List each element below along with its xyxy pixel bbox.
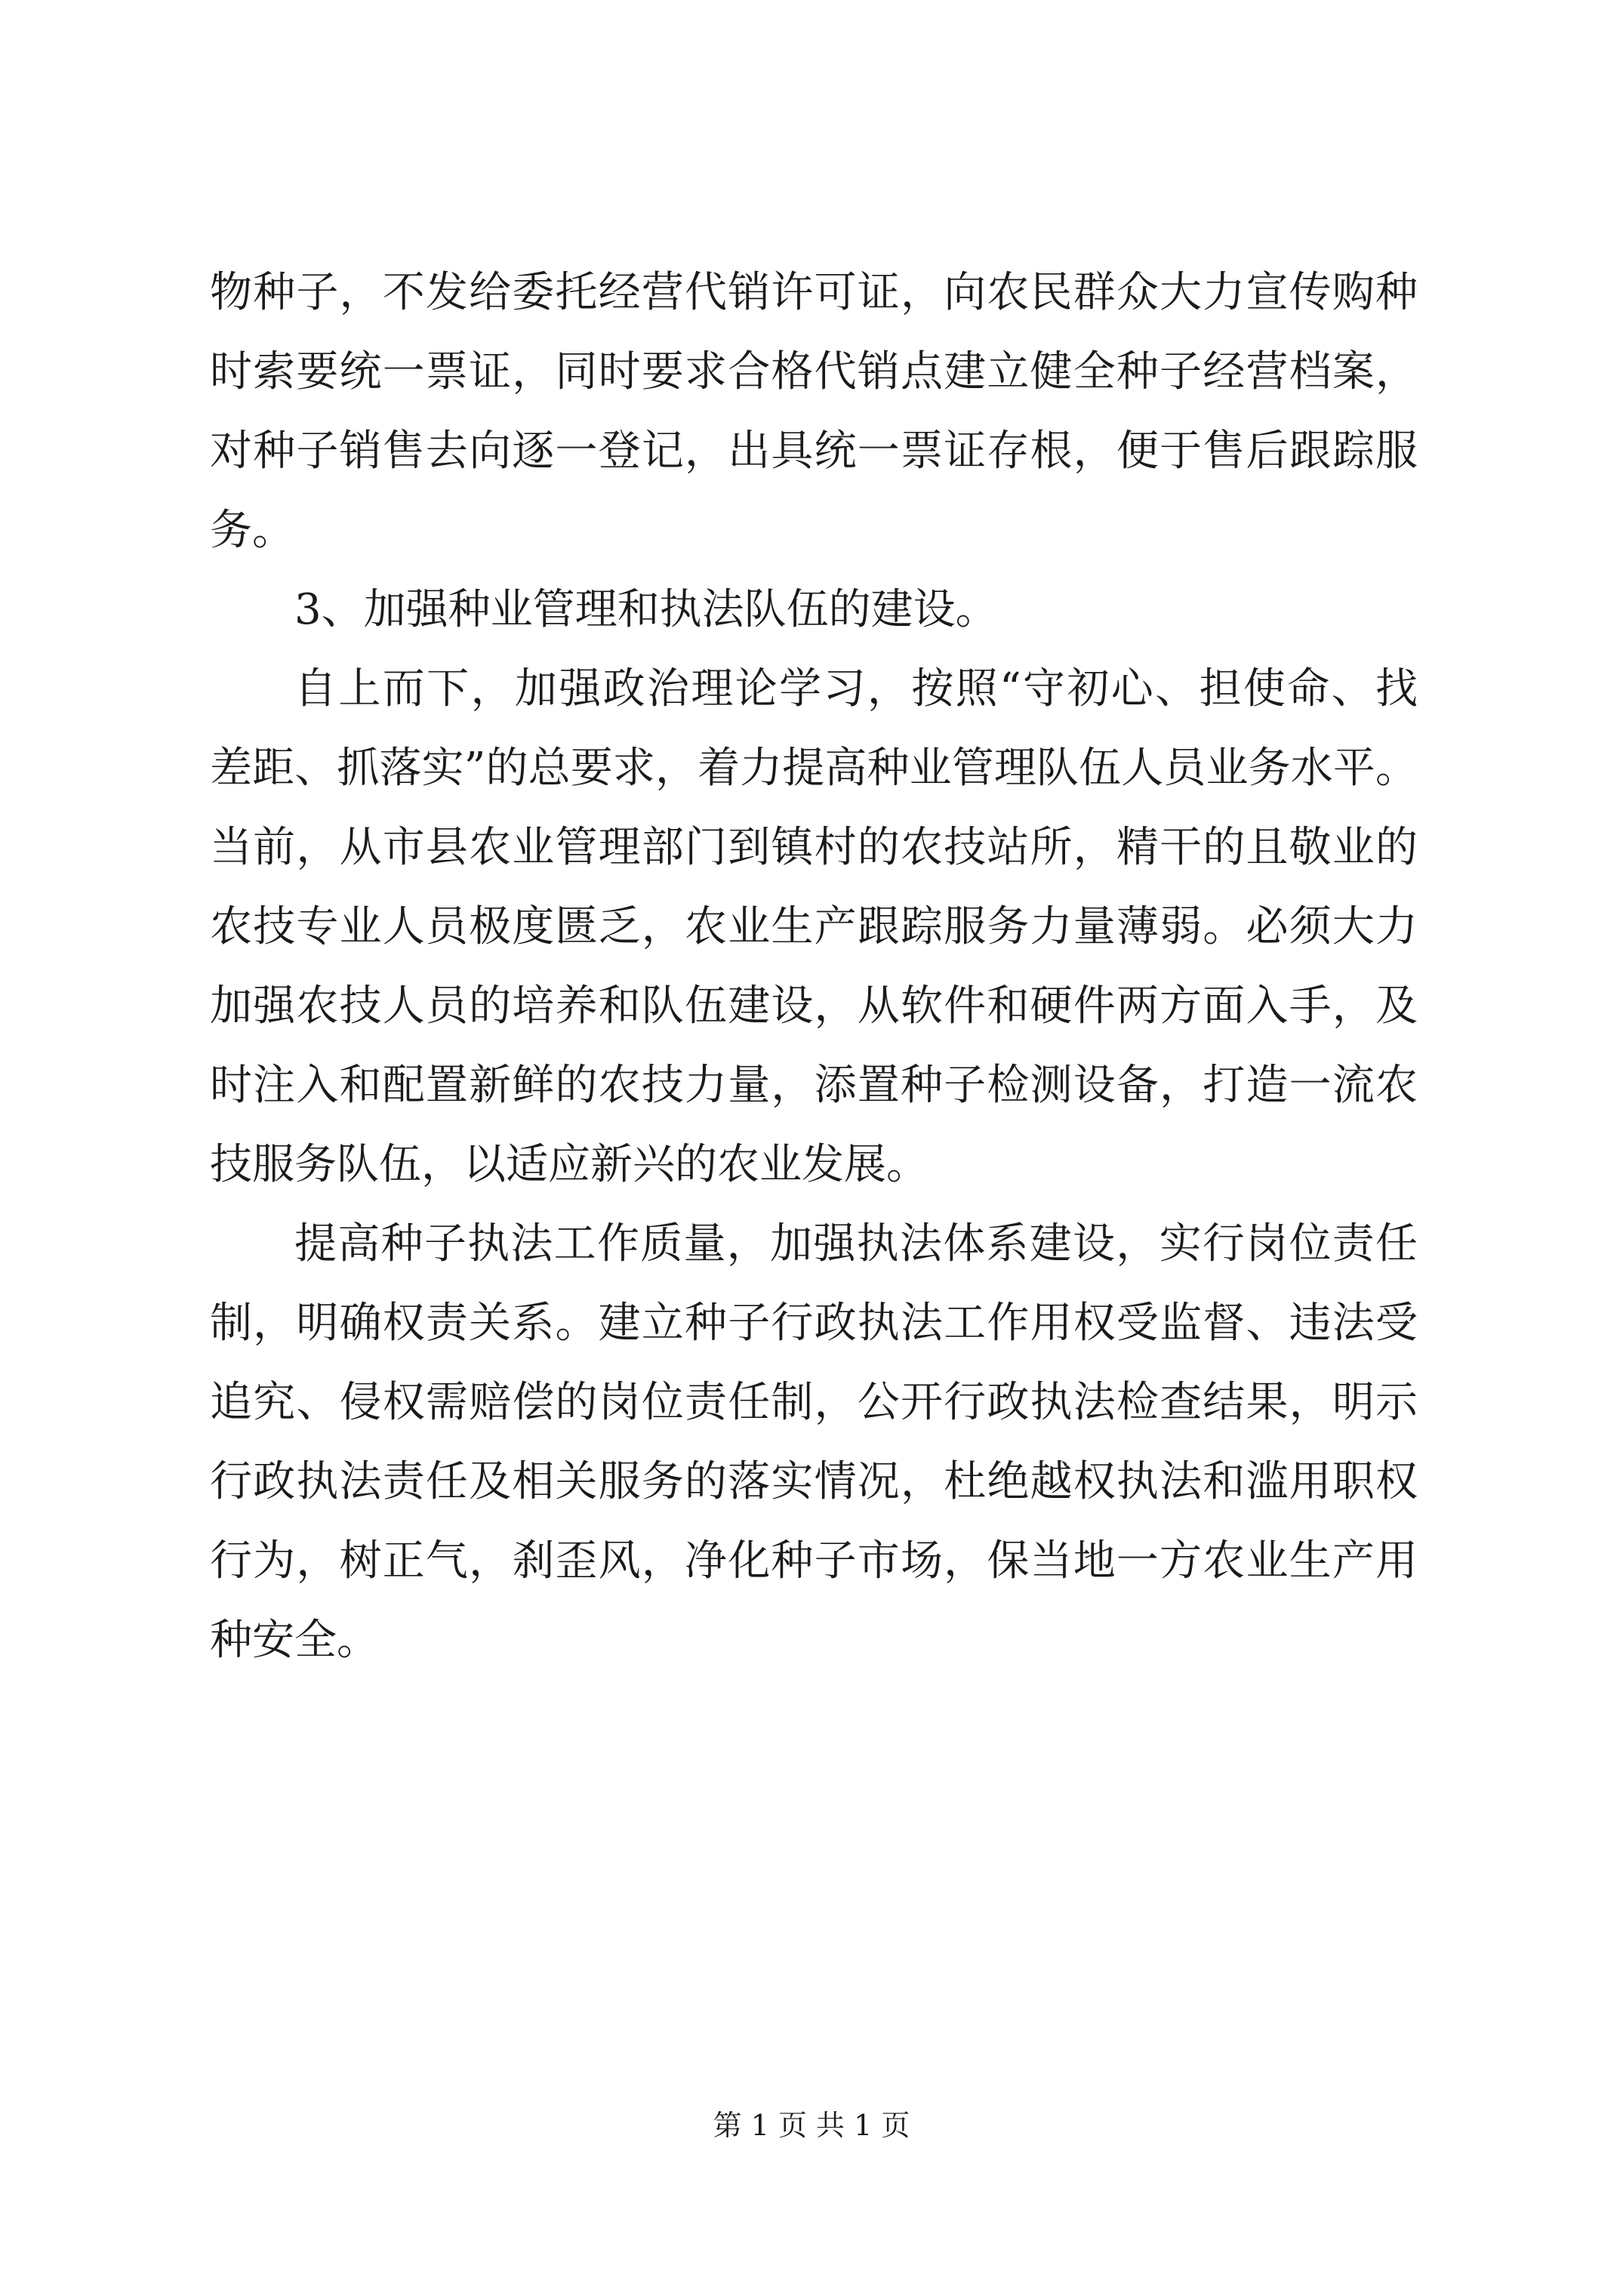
section-heading: 3、加强种业管理和执法队伍的建设。	[294, 585, 998, 634]
paragraph-line: 农技专业人员极度匮乏，农业生产跟踪服务力量薄弱。必须大力	[210, 902, 1418, 951]
paragraph-line: 物种子，不发给委托经营代销许可证，向农民群众大力宣传购种	[210, 268, 1418, 317]
paragraph-line: 当前，从市县农业管理部门到镇村的农技站所，精干的且敬业的	[210, 823, 1418, 872]
paragraph-line: 制，明确权责关系。建立种子行政执法工作用权受监督、违法受	[210, 1299, 1418, 1348]
paragraph-line: 提高种子执法工作质量，加强执法体系建设，实行岗位责任	[294, 1219, 1418, 1268]
page-number-label: 第 1 页 共 1 页	[713, 2109, 910, 2142]
page-footer	[0, 2106, 1623, 2144]
paragraph-line: 追究、侵权需赔偿的岗位责任制，公开行政执法检查结果，明示	[210, 1378, 1418, 1427]
paragraph-line: 种安全。	[210, 1616, 379, 1665]
paragraph-line: 加强农技人员的培养和队伍建设，从软件和硬件两方面入手，及	[210, 982, 1418, 1031]
paragraph-line: 时索要统一票证，同时要求合格代销点建立健全种子经营档案，	[210, 347, 1418, 396]
paragraph-line: 时注入和配置新鲜的农技力量，添置种子检测设备，打造一流农	[210, 1061, 1418, 1110]
paragraph-line: 差距、抓落实”的总要求，着力提高种业管理队伍人员业务水平。	[210, 744, 1418, 793]
paragraph-line: 自上而下，加强政治理论学习，按照“守初心、担使命、找	[294, 664, 1418, 713]
paragraph-line: 技服务队伍，以适应新兴的农业发展。	[210, 1140, 929, 1189]
paragraph-line: 行政执法责任及相关服务的落实情况，杜绝越权执法和滥用职权	[210, 1457, 1418, 1506]
paragraph-line: 务。	[210, 506, 294, 555]
paragraph-line: 对种子销售去向逐一登记，出具统一票证存根，便于售后跟踪服	[210, 427, 1418, 476]
paragraph-line: 行为，树正气，刹歪风，净化种子市场，保当地一方农业生产用	[210, 1536, 1418, 1586]
document-body	[210, 253, 1418, 1680]
